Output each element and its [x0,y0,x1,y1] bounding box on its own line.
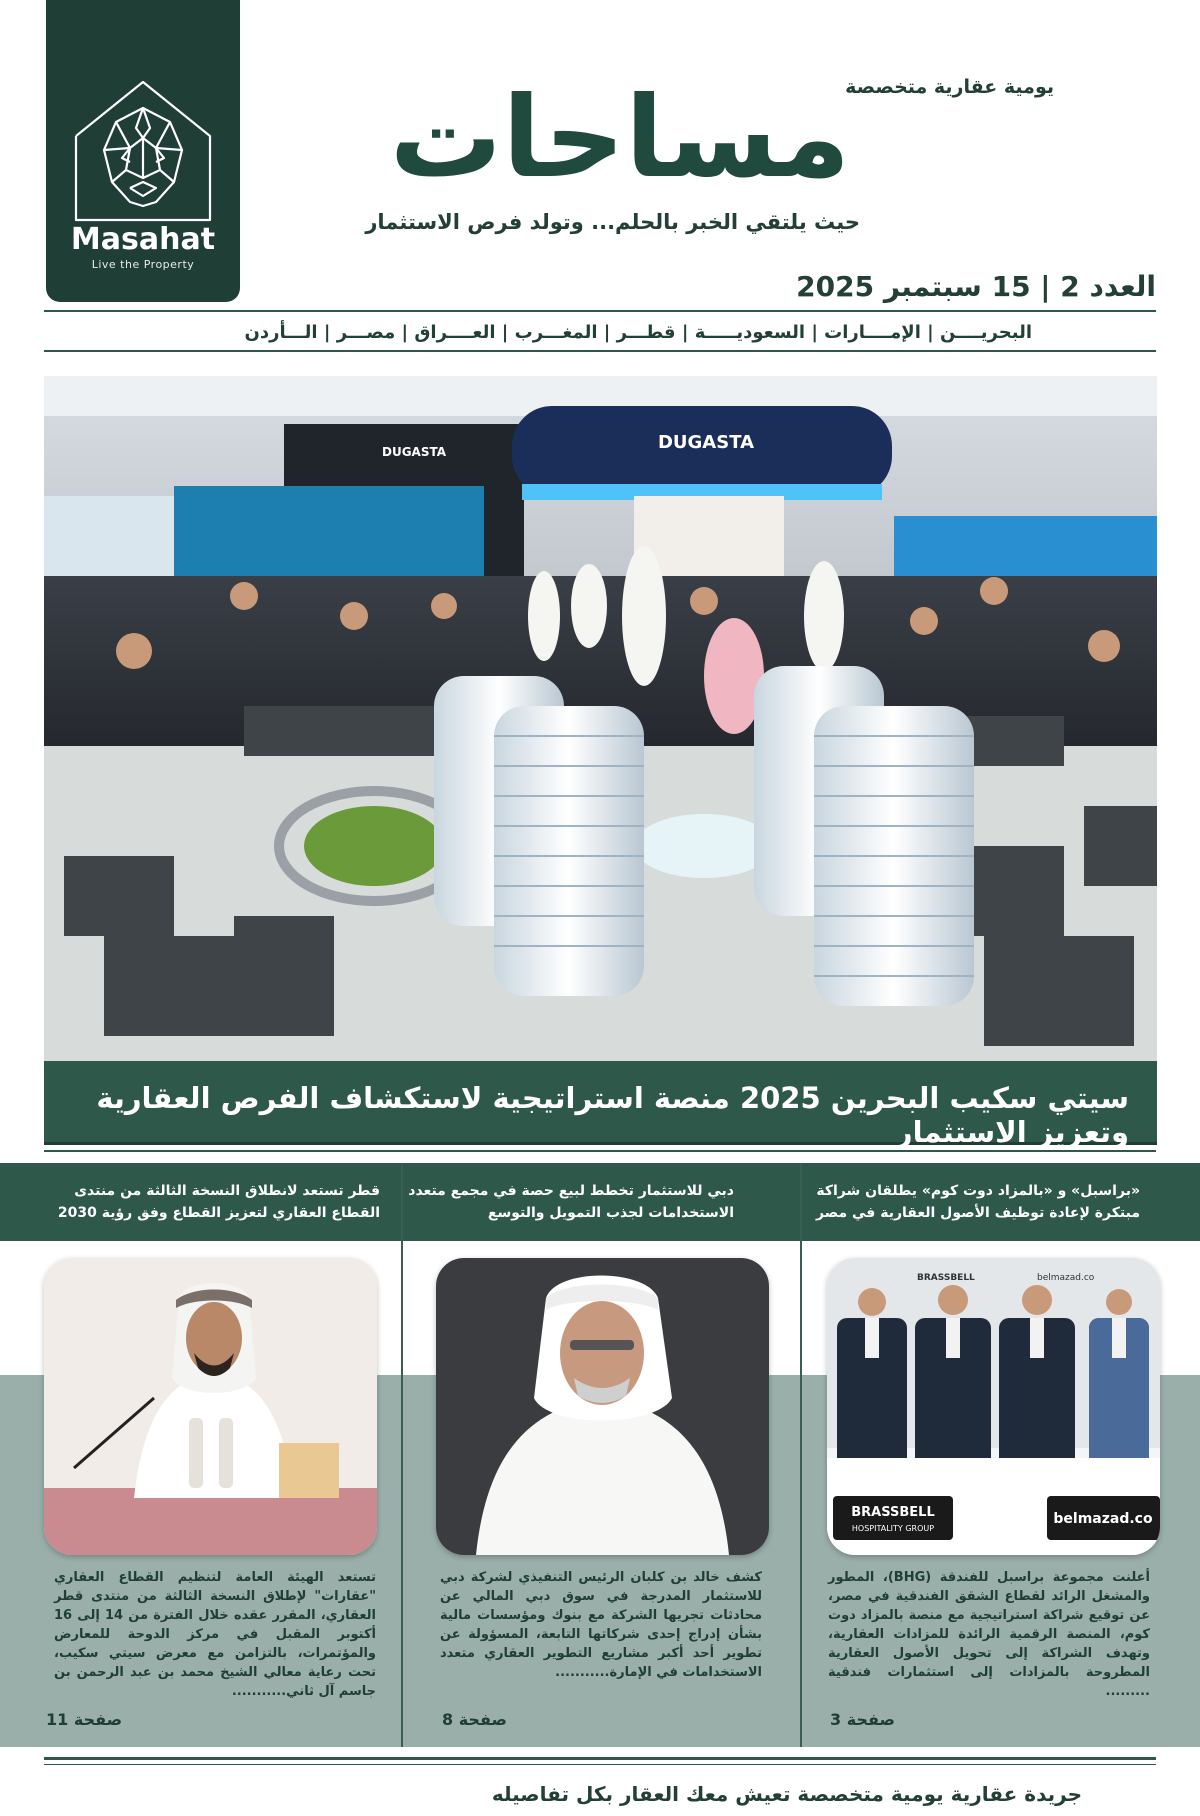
column-divider [401,1163,403,1747]
page-reference[interactable]: صفحة 8 [442,1710,507,1729]
article-body: كشف خالد بن كلبان الرئيس التنفيذي لشركة دبي للاستثمار المدرجة في سوق دبي المالي عن محادثات تجريها الشركة مع بنوك ومؤسسات مالية بشأن إدراج إحدى شركاتها التابعة، المسؤولة عن تطوير أحد أكبر مشاريع التطوير العقاري متعدد الاستخدامات في الإمارة........... [440,1570,762,1680]
hero-photo[interactable] [44,376,1157,1062]
page-reference[interactable]: صفحة 11 [46,1710,123,1729]
backdrop-label-brassbell: BRASSBELL [917,1273,975,1283]
masthead-logo[interactable] [46,0,240,302]
article-photo-signing[interactable] [827,1258,1160,1555]
brassbell-sublabel: HOSPITALITY GROUP [851,1524,935,1533]
footer-slogan: جريدة عقارية يومية متخصصة تعيش معك العقار بكل تفاصيله [491,1782,1082,1806]
divider [44,310,1156,312]
masthead-slogan: حيث يلتقي الخبر بالحلم... وتولد فرص الاستثمار [365,210,860,234]
article-photo-forum[interactable] [44,1258,377,1555]
footer-divider [44,1764,1156,1765]
column-divider [800,1163,802,1747]
brassbell-logo: BRASSBELL [851,1505,935,1520]
booth-sign: DUGASTA [657,432,755,453]
hero-headline-bar[interactable] [44,1061,1157,1149]
logo-brand-name: Masahat [70,222,216,257]
belmazad-logo: belmazad.co [1053,1511,1153,1527]
lion-emblem-icon [70,78,216,224]
article-photo-portrait[interactable] [436,1258,769,1555]
backdrop-label-belmazad: belmazad.co [1037,1273,1095,1283]
footer-divider [44,1757,1156,1760]
article-title[interactable]: قطر تستعد لانطلاق النسخة الثالثة من منتدى القطاع العقاري لتعزيز القطاع وفق رؤية 2030 [57,1183,380,1221]
logo-tagline: Live the Property [91,258,195,271]
article-title[interactable]: «براسبل» و «بالمزاد دوت كوم» يطلقان شراكة مبتكرة لإعادة توظيف الأصول العقارية في مصر [815,1183,1140,1221]
issue-date: العدد 2 | 15 سبتمبر 2025 [796,270,1156,303]
divider [44,350,1156,352]
article-body: أعلنت مجموعة براسبل للفندقة (BHG)، المطور والمشغل الرائد لقطاع الشقق الفندقية في مصر، عن توقيع شراكة استراتيجية مع منصة بالمزاد دوت كوم، المنصة الرقمية الرائدة للمزادات العقارية، وتهدف الشراكة إلى تحويل الأصول العقارية المطروحة بالمزادات إلى استثمارات فندقية ......... [828,1570,1150,1699]
article-title[interactable]: دبي للاستثمار تخطط لبيع حصة في مجمع متعدد الاستخدامات لجذب التمويل والتوسع [408,1183,734,1221]
masthead-subtitle: يومية عقارية متخصصة [845,76,1054,98]
country-nav[interactable]: البحريــــن | الإمــــارات | السعوديـــــة | قطـــر | المغـــرب | العــــراق | مصـــر | الـــأردن [244,322,1032,343]
divider [44,1150,1156,1152]
hero-headline: سيتي سكيب البحرين 2025 منصة استراتيجية لاستكشاف الفرص العقارية وتعزيز الاستثمار [96,1081,1129,1149]
booth-sign-small: DUGASTA [381,445,447,459]
page-reference[interactable]: صفحة 3 [830,1710,895,1729]
masthead-title: مساحات [389,73,851,203]
article-body: تستعد الهيئة العامة لتنظيم القطاع العقاري "عقارات" لإطلاق النسخة الثالثة من منتدى قطر العقاري، المقرر عقده خلال الفترة من 14 إلى 16 أكتوبر المقبل في مركز الدوحة للمعارض والمؤتمرات، بالتزامن مع معرض سيتي سكيب، تحت رعاية معالي الشيخ محمد بن عبد الرحمن بن جاسم آل ثاني........... [54,1570,376,1699]
